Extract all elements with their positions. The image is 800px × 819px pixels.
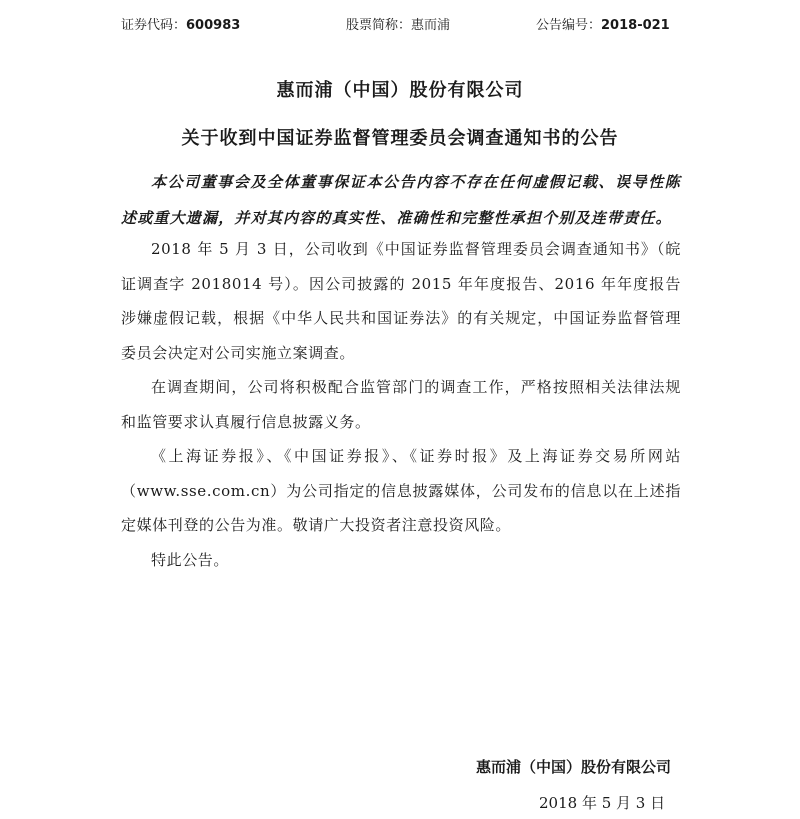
stock-code-label: 证券代码：: [121, 18, 187, 33]
paragraph-cooperation: 在调查期间，公司将积极配合监管部门的调查工作，严格按照相关法律法规和监管要求认真履行信息披露义务。: [121, 378, 681, 431]
paragraph-closing: 特此公告。: [151, 550, 230, 569]
announcement-number-field: [536, 14, 670, 33]
company-title: 惠而浦（中国）股份有限公司: [276, 80, 524, 101]
stock-abbr-field: [346, 14, 450, 33]
paragraph-investigation-notice: 2018 年 5 月 3 日，公司收到《中国证券监督管理委员会调查通知书》（皖证调查字 2018014 号）。因公司披露的 2015 年年度报告、2016 年年度报告涉嫌虚假记载，根据《中华人民共和国证券法》的有关规定，中国证券监督管理委员会决定对公司实施立案调查。: [121, 240, 681, 362]
signature-company: 惠而浦（中国）股份有限公司: [476, 758, 672, 776]
stock-code-value: 600983: [186, 18, 241, 33]
board-disclaimer: 本公司董事会及全体董事保证本公告内容不存在任何虚假记载、误导性陈述或重大遗漏，并对其内容的真实性、准确性和完整性承担个别及连带责任。: [121, 173, 681, 227]
stock-code-field: [121, 14, 240, 33]
paragraph-designated-media: 《上海证券报》、《中国证券报》、《证券时报》及上海证券交易所网站（www.sse.com.cn）为公司指定的信息披露媒体，公司发布的信息以在上述指定媒体刊登的公告为准。敬请广大投资者注意投资风险。: [121, 447, 681, 534]
stock-abbr-value: 惠而浦: [411, 18, 451, 33]
announcement-body: [121, 232, 681, 577]
signature-date: 2018 年 5 月 3 日: [539, 794, 666, 812]
announcement-number-value: 2018-021: [601, 18, 670, 33]
announcement-number-label: 公告编号：: [536, 18, 602, 33]
announcement-title: 关于收到中国证券监督管理委员会调查通知书的公告: [181, 128, 619, 149]
stock-abbr-label: 股票简称：: [346, 18, 412, 33]
document-header: [121, 14, 681, 36]
